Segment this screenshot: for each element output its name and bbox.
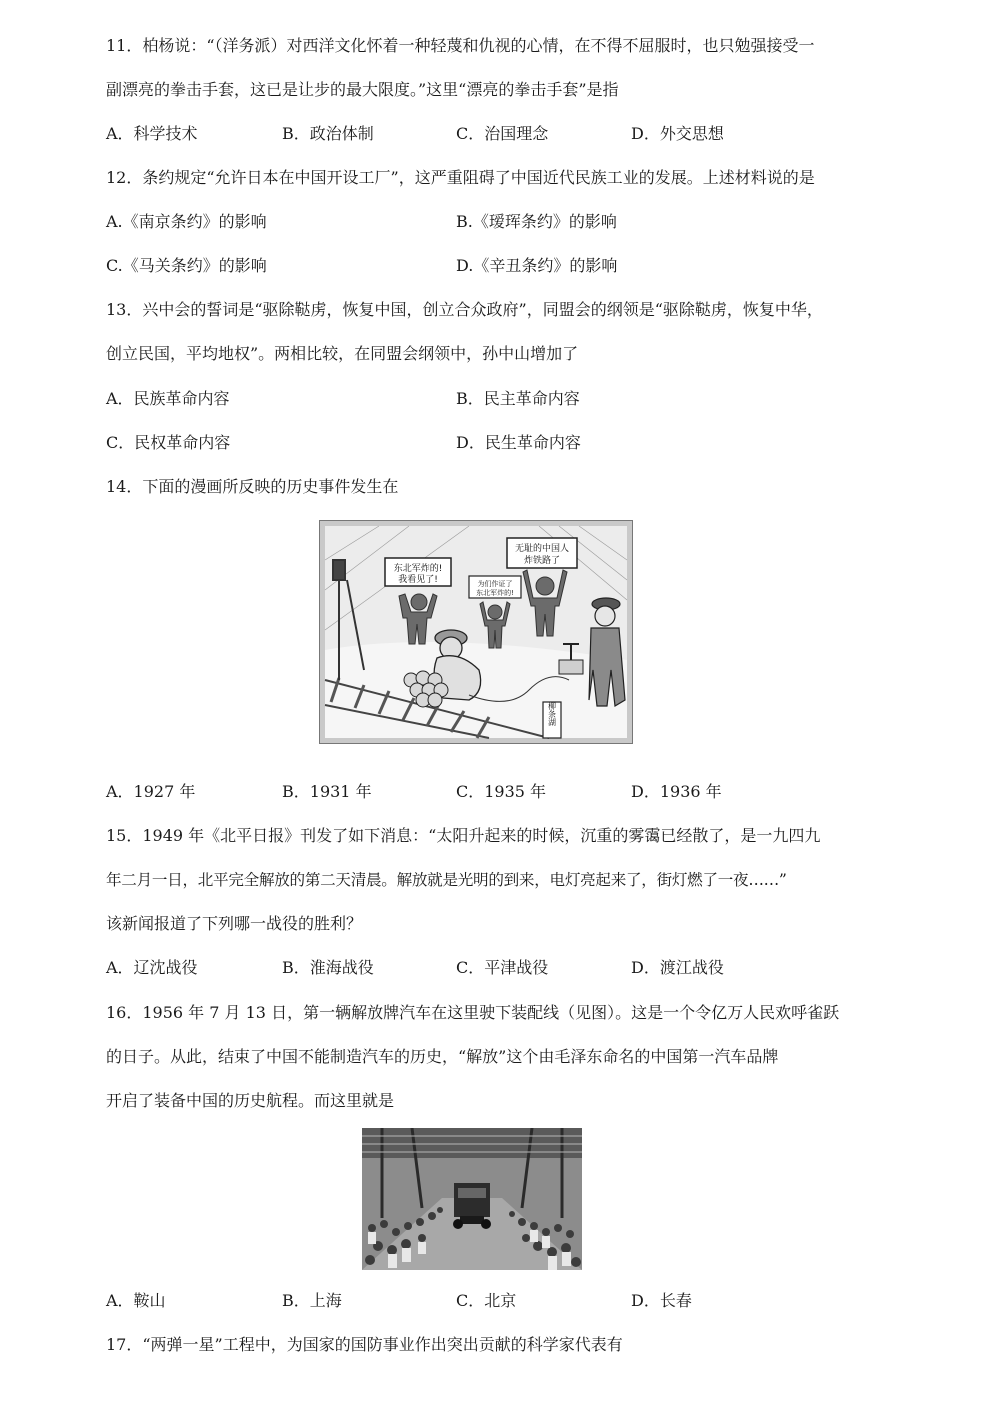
question-number: 16． (106, 1003, 143, 1022)
option-b: B．政治体制 (282, 124, 374, 143)
factory-photo (362, 1128, 582, 1270)
sign-3-line-2: 炸铁路了 (523, 556, 561, 566)
question-number: 14． (106, 477, 143, 496)
option-d: D．民生革命内容 (456, 433, 581, 452)
sign-2-line-1: 为们作证了 (477, 580, 513, 588)
option-d: D．长春 (631, 1291, 692, 1310)
option-d: D．渡江战役 (631, 958, 724, 977)
place-sign-text: 柳条湖 (547, 702, 557, 726)
option-b: B．1931 年 (282, 782, 372, 801)
question-number: 13． (106, 300, 143, 319)
option-c: C．北京 (456, 1291, 517, 1310)
option-a: A．民族革命内容 (106, 389, 230, 408)
question-16-line-3: 开启了装备中国的历史航程。而这里就是 (106, 1091, 395, 1110)
question-11-line-1 (106, 36, 815, 56)
question-15-line-3: 该新闻报道了下列哪一战役的胜利？ (106, 914, 363, 933)
question-number: 11． (106, 36, 143, 55)
question-16-line-2: 的日子。从此，结束了中国不能制造汽车的历史，“解放”这个由毛泽东命名的中国第一汽车品牌 (106, 1047, 779, 1066)
option-a: A．科学技术 (106, 124, 198, 143)
option-b: B．上海 (282, 1291, 342, 1310)
question-12-line-1 (106, 168, 815, 188)
question-text: 下面的漫画所反映的历史事件发生在 (142, 477, 399, 496)
question-16-line-1 (106, 1003, 839, 1023)
question-text: 条约规定“允许日本在中国开设工厂”，这严重阻碍了中国近代民族工业的发展。上述材料说的是 (142, 168, 815, 187)
question-13-line-1 (106, 300, 823, 320)
question-15-line-2: 年二月一日，北平完全解放的第二天清晨。解放就是光明的到来，电灯亮起来了，街灯燃了一夜……” (106, 871, 787, 889)
question-number: 12． (106, 168, 143, 187)
question-text: “两弹一星”工程中，为国家的国防事业作出突出贡献的科学家代表有 (142, 1335, 623, 1354)
option-a: A．鞍山 (106, 1291, 166, 1310)
option-c: C.《马关条约》的影响 (106, 256, 267, 275)
sign-3-line-1: 无耻的中国人 (514, 544, 570, 554)
option-b: B．淮海战役 (282, 958, 374, 977)
question-number: 15． (106, 826, 143, 845)
question-14-line-1 (106, 477, 398, 497)
option-c: C．1935 年 (456, 782, 547, 801)
option-c: C．治国理念 (456, 124, 549, 143)
sign-2-line-2: 东北军炸的! (476, 589, 514, 597)
cartoon-image (319, 520, 633, 744)
question-13-line-2: 创立民国，平均地权”。两相比较，在同盟会纲领中，孙中山增加了 (106, 344, 579, 363)
question-text: 兴中会的誓词是“驱除鞑虏，恢复中国，创立合众政府”，同盟会的纲领是“驱除鞑虏，恢复中华， (142, 300, 823, 319)
question-number: 17． (106, 1335, 143, 1354)
option-a: A.《南京条约》的影响 (106, 212, 267, 231)
question-text: 1956 年 7 月 13 日，第一辆解放牌汽车在这里驶下装配线（见图）。这是一个令亿万人民欢呼雀跃 (142, 1003, 840, 1022)
option-b: B.《瑷珲条约》的影响 (456, 212, 617, 231)
question-text: 1949 年《北平日报》刊发了如下消息：“太阳升起来的时候，沉重的雾霭已经散了，是一九四九 (142, 826, 821, 845)
option-d: D.《辛丑条约》的影响 (456, 256, 618, 275)
option-a: A．1927 年 (106, 782, 196, 801)
option-c: C．平津战役 (456, 958, 549, 977)
option-d: D．1936 年 (631, 782, 722, 801)
sign-1-line-1: 东北军炸的! (393, 564, 443, 574)
sign-1-line-2: 我看见了! (398, 575, 438, 585)
option-a: A．辽沈战役 (106, 958, 198, 977)
option-c: C．民权革命内容 (106, 433, 231, 452)
question-text: 柏杨说：“（洋务派）对西洋文化怀着一种轻蔑和仇视的心情，在不得不屈服时，也只勉强接受一 (142, 36, 815, 55)
question-15-line-1 (106, 826, 820, 846)
option-d: D．外交思想 (631, 124, 724, 143)
question-11-line-2: 副漂亮的拳击手套，这已是让步的最大限度。”这里“漂亮的拳击手套”是指 (106, 80, 619, 99)
option-b: B．民主革命内容 (456, 389, 580, 408)
question-17-line-1 (106, 1335, 623, 1355)
